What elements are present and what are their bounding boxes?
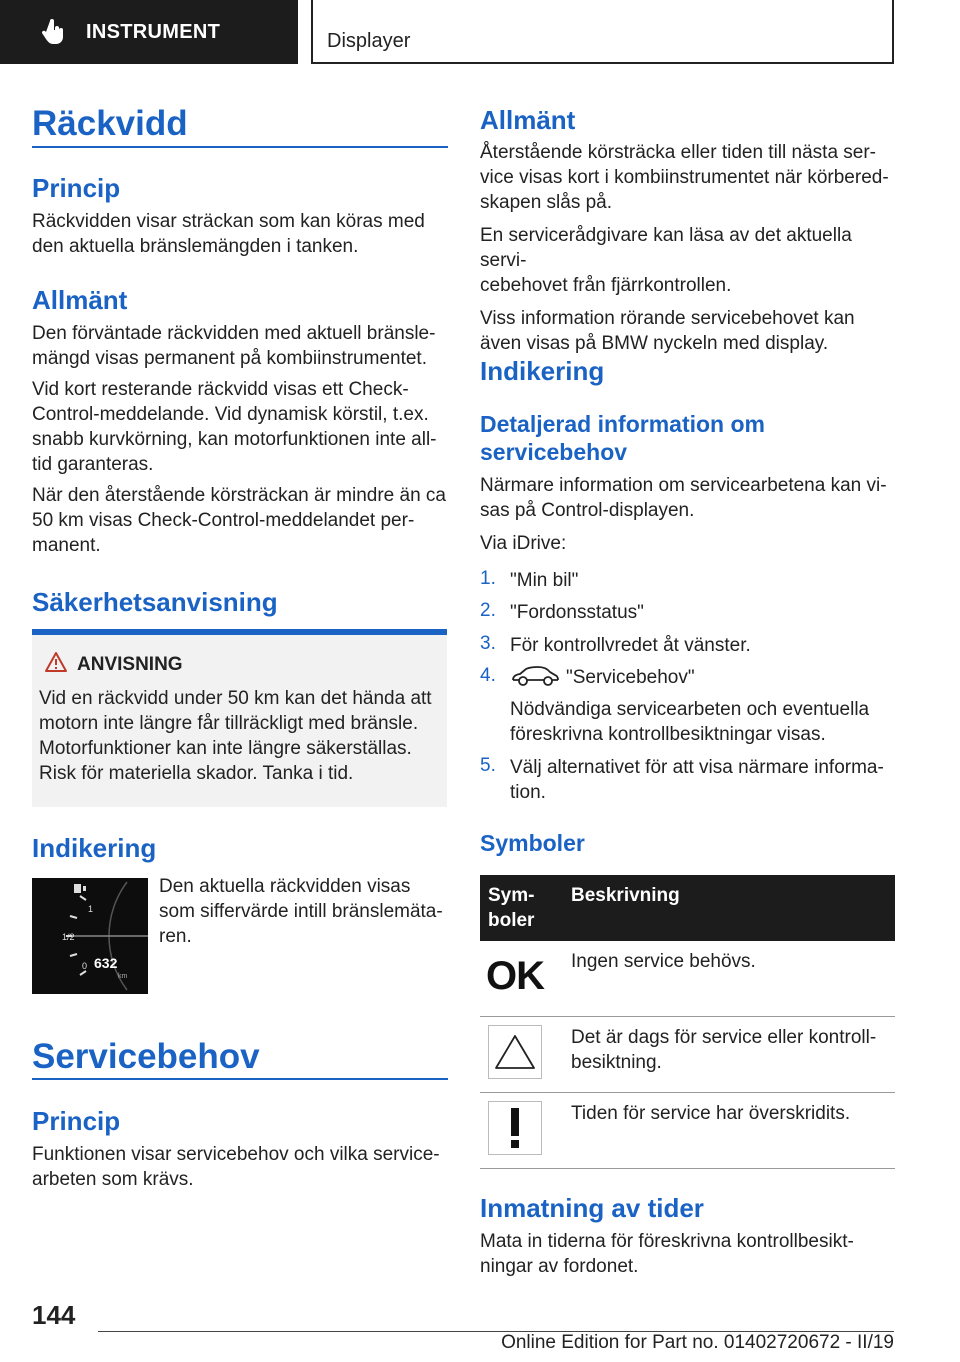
- text-line: Mata in tiderna för föreskrivna kontrollbesikt-: [480, 1231, 854, 1252]
- text-line: När den återstående körsträckan är mindre än ca: [32, 485, 446, 506]
- via-idrive: Via iDrive:: [480, 533, 567, 554]
- page-footer: [0, 1296, 960, 1362]
- text-line: manent.: [32, 535, 101, 556]
- text-line: ningar av fordonet.: [480, 1256, 639, 1277]
- text-line: Närmare information om servicearbetena kan vi-: [480, 475, 887, 496]
- gauge-image: [32, 878, 148, 994]
- text-line: Funktionen visar servicebehov och vilka service-: [32, 1144, 440, 1165]
- step-number: 4.: [480, 665, 496, 686]
- table-row: [480, 941, 895, 1017]
- service-principle-text: [32, 1142, 448, 1192]
- table-cell-description: Tiden för service har överskridits.: [563, 1093, 895, 1169]
- principle-text: [32, 209, 448, 259]
- text-line: sas på Control-displayen.: [480, 500, 695, 521]
- step-text: "Min bil": [510, 570, 579, 591]
- heading-detail-line: Detaljerad information om: [480, 411, 765, 437]
- table-row: [480, 1093, 895, 1169]
- step-number: 3.: [480, 633, 496, 654]
- text-line: mängd visas permanent på kombiinstrumentet.: [32, 348, 427, 369]
- heading-range: Räckvidd: [32, 104, 188, 143]
- text-line: motorn inte längre får tillräckligt med bränsle.: [39, 713, 419, 734]
- exclamation-icon: [488, 1101, 542, 1155]
- text-line: ren.: [159, 926, 192, 947]
- heading-rule: [32, 1078, 448, 1080]
- text-line: Det är dags för service eller kontroll-: [571, 1027, 877, 1048]
- step-number: 5.: [480, 755, 496, 776]
- general-text: [32, 321, 448, 558]
- text-line: vice visas kort i kombiinstrumentet när körbered-: [480, 167, 889, 188]
- heading-principle: Princip: [32, 173, 121, 203]
- edition-text: Online Edition for Part no. 01402720672 - II/19: [501, 1332, 894, 1353]
- left-column: [32, 104, 448, 144]
- section-label: INSTRUMENT: [86, 20, 221, 43]
- text-line: Motorfunktioner kan inte längre säkerställas.: [39, 738, 412, 759]
- table-cell-description: Ingen service behövs.: [563, 941, 895, 1017]
- heading-general: Allmänt: [32, 285, 128, 315]
- text-line: Återstående körsträcka eller tiden till nästa ser-: [480, 142, 877, 163]
- warning-body: [39, 686, 444, 786]
- text-line: tid garanteras.: [32, 454, 154, 475]
- chapter-tab: [311, 0, 894, 64]
- text-line: Den förväntade räckvidden med aktuell bränsle-: [32, 323, 436, 344]
- header-line: Sym-: [488, 885, 535, 906]
- page-number: 144: [32, 1300, 76, 1330]
- heading-detail-line: servicebehov: [480, 439, 628, 465]
- step-text: Välj alternativet för att visa närmare informa-: [510, 757, 884, 778]
- step-text: "Servicebehov": [566, 667, 695, 688]
- warning-box: [32, 629, 447, 807]
- table-cell-symbol: [480, 1093, 563, 1169]
- warning-triangle-icon: [44, 651, 68, 673]
- ok-symbol: OK: [486, 953, 544, 998]
- gauge-scale-top: 1: [88, 904, 94, 914]
- heading-times: Inmatning av tider: [480, 1193, 704, 1223]
- symbols-table: [480, 875, 895, 1169]
- text-line: En servicerådgivare kan läsa av det aktuella servi-: [480, 225, 852, 271]
- step-text: föreskrivna kontrollbesiktningar visas.: [510, 724, 826, 745]
- table-cell-symbol: [480, 1017, 563, 1093]
- gauge-unit: km: [118, 973, 128, 980]
- heading-rule: [32, 146, 448, 148]
- car-icon: [510, 665, 560, 694]
- text-line: Risk för materiella skador. Tanka i tid.: [39, 763, 354, 784]
- text-line: cebehovet från fjärrkontrollen.: [480, 275, 732, 296]
- heading-indication: Indikering: [32, 833, 157, 863]
- heading-service-principle: Princip: [32, 1106, 121, 1136]
- warning-triangle-icon: [488, 1025, 542, 1079]
- text-line: Räckvidden visar sträckan som kan köras med: [32, 211, 425, 232]
- text-line: Vid en räckvidd under 50 km kan det hända att: [39, 688, 432, 709]
- step-number: 2.: [480, 600, 496, 621]
- header-line: boler: [488, 910, 535, 931]
- heading-service: Servicebehov: [32, 1037, 260, 1076]
- indication-text: [159, 874, 449, 949]
- chapter-label: Displayer: [327, 30, 411, 52]
- text-line: Den aktuella räckvidden visas: [159, 876, 411, 897]
- gauge-range-value: 632: [94, 955, 118, 971]
- text-line: snabb kurvkörning, kan motorfunktionen inte all-: [32, 429, 437, 450]
- text-line: Viss information rörande servicebehovet kan: [480, 308, 855, 329]
- text-line: Control-meddelande. Vid dynamisk körstil, t.ex.: [32, 404, 429, 425]
- detail-text: [480, 473, 900, 556]
- table-cell-symbol: [480, 941, 563, 1017]
- heading-safety: Säkerhetsanvisning: [32, 587, 278, 617]
- table-header-symbols: [480, 875, 563, 941]
- table-row: [480, 1017, 895, 1093]
- text-line: skapen slås på.: [480, 192, 613, 213]
- text-line: Vid kort resterande räckvidd visas ett Check-: [32, 379, 409, 400]
- warning-bar: [32, 629, 447, 635]
- step-text: tion.: [510, 782, 546, 803]
- text-line: som siffervärde intill bränslemäta-: [159, 901, 443, 922]
- fuel-pump-icon: [74, 884, 86, 893]
- text-line: även visas på BMW nyckeln med display.: [480, 333, 829, 354]
- warning-title: ANVISNING: [77, 654, 183, 675]
- table-header-row: [480, 875, 895, 941]
- text-line: den aktuella bränslemängden i tanken.: [32, 236, 359, 257]
- heading-indication-right: Indikering: [480, 356, 605, 386]
- gauge-scale-bottom: 0: [82, 961, 88, 971]
- hand-pointer-icon: [40, 19, 66, 45]
- text-line: 50 km visas Check-Control-meddelandet per-: [32, 510, 415, 531]
- step-text: För kontrollvredet åt vänster.: [510, 635, 751, 656]
- general-right-text: [480, 140, 900, 356]
- times-text: [480, 1229, 900, 1279]
- section-tab: [0, 0, 298, 64]
- step-text: "Fordonsstatus": [510, 602, 644, 623]
- detail-heading: [480, 410, 900, 466]
- ok-icon: [488, 949, 542, 1003]
- step-number: 1.: [480, 568, 496, 589]
- table-cell-description: [563, 1017, 895, 1093]
- heading-symbols: Symboler: [480, 830, 585, 856]
- text-line: arbeten som krävs.: [32, 1169, 194, 1190]
- table-header-description: Beskrivning: [563, 875, 895, 941]
- text-line: besiktning.: [571, 1052, 662, 1073]
- step-text: Nödvändiga servicearbeten och eventuella: [510, 699, 870, 720]
- heading-general-right: Allmänt: [480, 105, 576, 135]
- gauge-scale-mid: 1/2: [62, 932, 75, 942]
